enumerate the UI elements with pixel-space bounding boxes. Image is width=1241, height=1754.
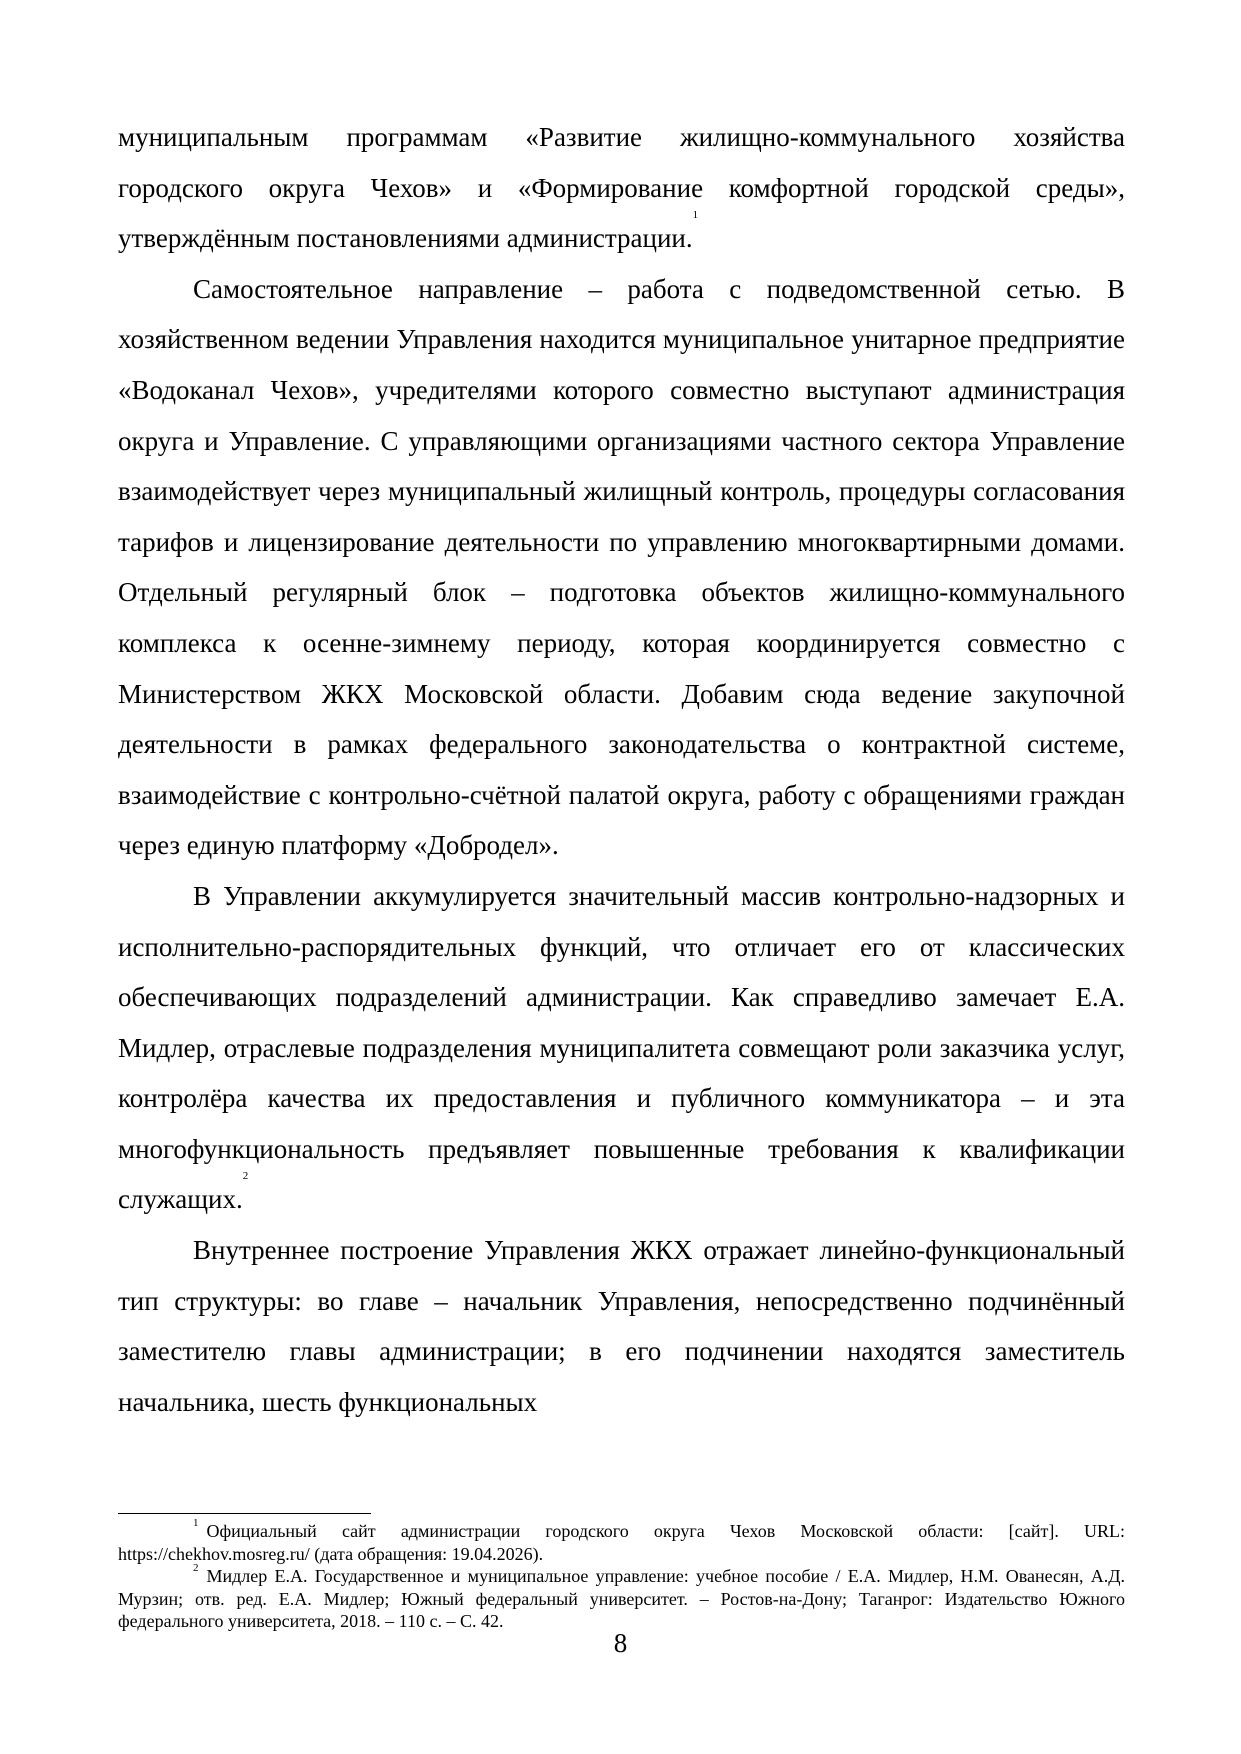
page-body (118, 112, 1125, 1427)
footnote-1 (118, 1517, 1125, 1565)
paragraph-1-text: муниципальным программам «Развитие жилищно-коммунального хозяйства городского округа Чехов» и «Формирование комфортной городской среды», утверждённым постановлениями администрации. (118, 122, 1125, 254)
page-number: 8 (613, 1628, 628, 1658)
footnote-2-mark: 2 (193, 1562, 199, 1574)
footnotes (118, 1517, 1125, 1633)
footnote-2 (118, 1562, 1125, 1633)
paragraph-2 (118, 264, 1125, 871)
footnote-separator (118, 1513, 371, 1514)
paragraph-4-text: Внутреннее построение Управления ЖКХ отражает линейно-функциональный тип структуры: во главе – начальник Управления, непосредственно подчинённый заместителю главы администрации; в его подчинении находятся заместитель начальника, шесть функциональных (118, 1235, 1125, 1417)
footnote-2-text: Мидлер Е.А. Государственное и муниципальное управление: учебное пособие / Е.А. Мидлер, Н.М. Ованесян, А.Д. Мурзин; отв. ред. Е.А. Мидлер; Южный федеральный университет. – Ростов-на-Дону; Таганрог: Издательство Южного федерального университета, 2018. – 110 с. – С. 42. (118, 1566, 1125, 1631)
paragraph-3-text: В Управлении аккумулируется значительный массив контрольно-надзорных и исполнительно-распорядительных функций, что отличает его от классических обеспечивающих подразделений администрации. Как справедливо замечает Е.А. Мидлер, отраслевые подразделения муниципалитета совмещают роли заказчика услуг, контролёра качества их предоставления и публичного коммуникатора – и эта многофункциональность предъявляет повышенные требования к квалификации служащих. (118, 880, 1125, 1215)
footnote-ref-1[interactable]: 1 (692, 209, 699, 222)
paragraph-4 (118, 1225, 1125, 1427)
paragraph-1 (118, 112, 1125, 264)
footnote-1-mark: 1 (193, 1517, 199, 1529)
footnote-ref-2[interactable]: 2 (242, 1170, 249, 1183)
paragraph-2-text: Самостоятельное направление – работа с подведомственной сетью. В хозяйственном ведении Управления находится муниципальное унитарное предприятие «Водоканал Чехов», учредителями которого совместно выступают администрация округа и Управление. С управляющими организациями частного сектора Управление взаимодействует через муниципальный жилищный контроль, процедуры согласования тарифов и лицензирование деятельности по управлению многоквартирными домами. Отдельный регулярный блок – подготовка объектов жилищно-коммунального комплекса к осенне-зимнему периоду, которая координируется совместно с Министерством ЖКХ Московской области. Добавим сюда ведение закупочной деятельности в рамках федерального законодательства о контрактной системе, взаимодействие с контрольно-счётной палатой округа, работу с обращениями граждан через единую платформу «Добродел». (118, 273, 1125, 861)
footnote-1-text: Официальный сайт администрации городского округа Чехов Московской области: [сайт]. URL: https://chekhov.mosreg.ru/ (дата обращения: 19.04.2026). (118, 1521, 1125, 1564)
paragraph-3 (118, 871, 1125, 1225)
